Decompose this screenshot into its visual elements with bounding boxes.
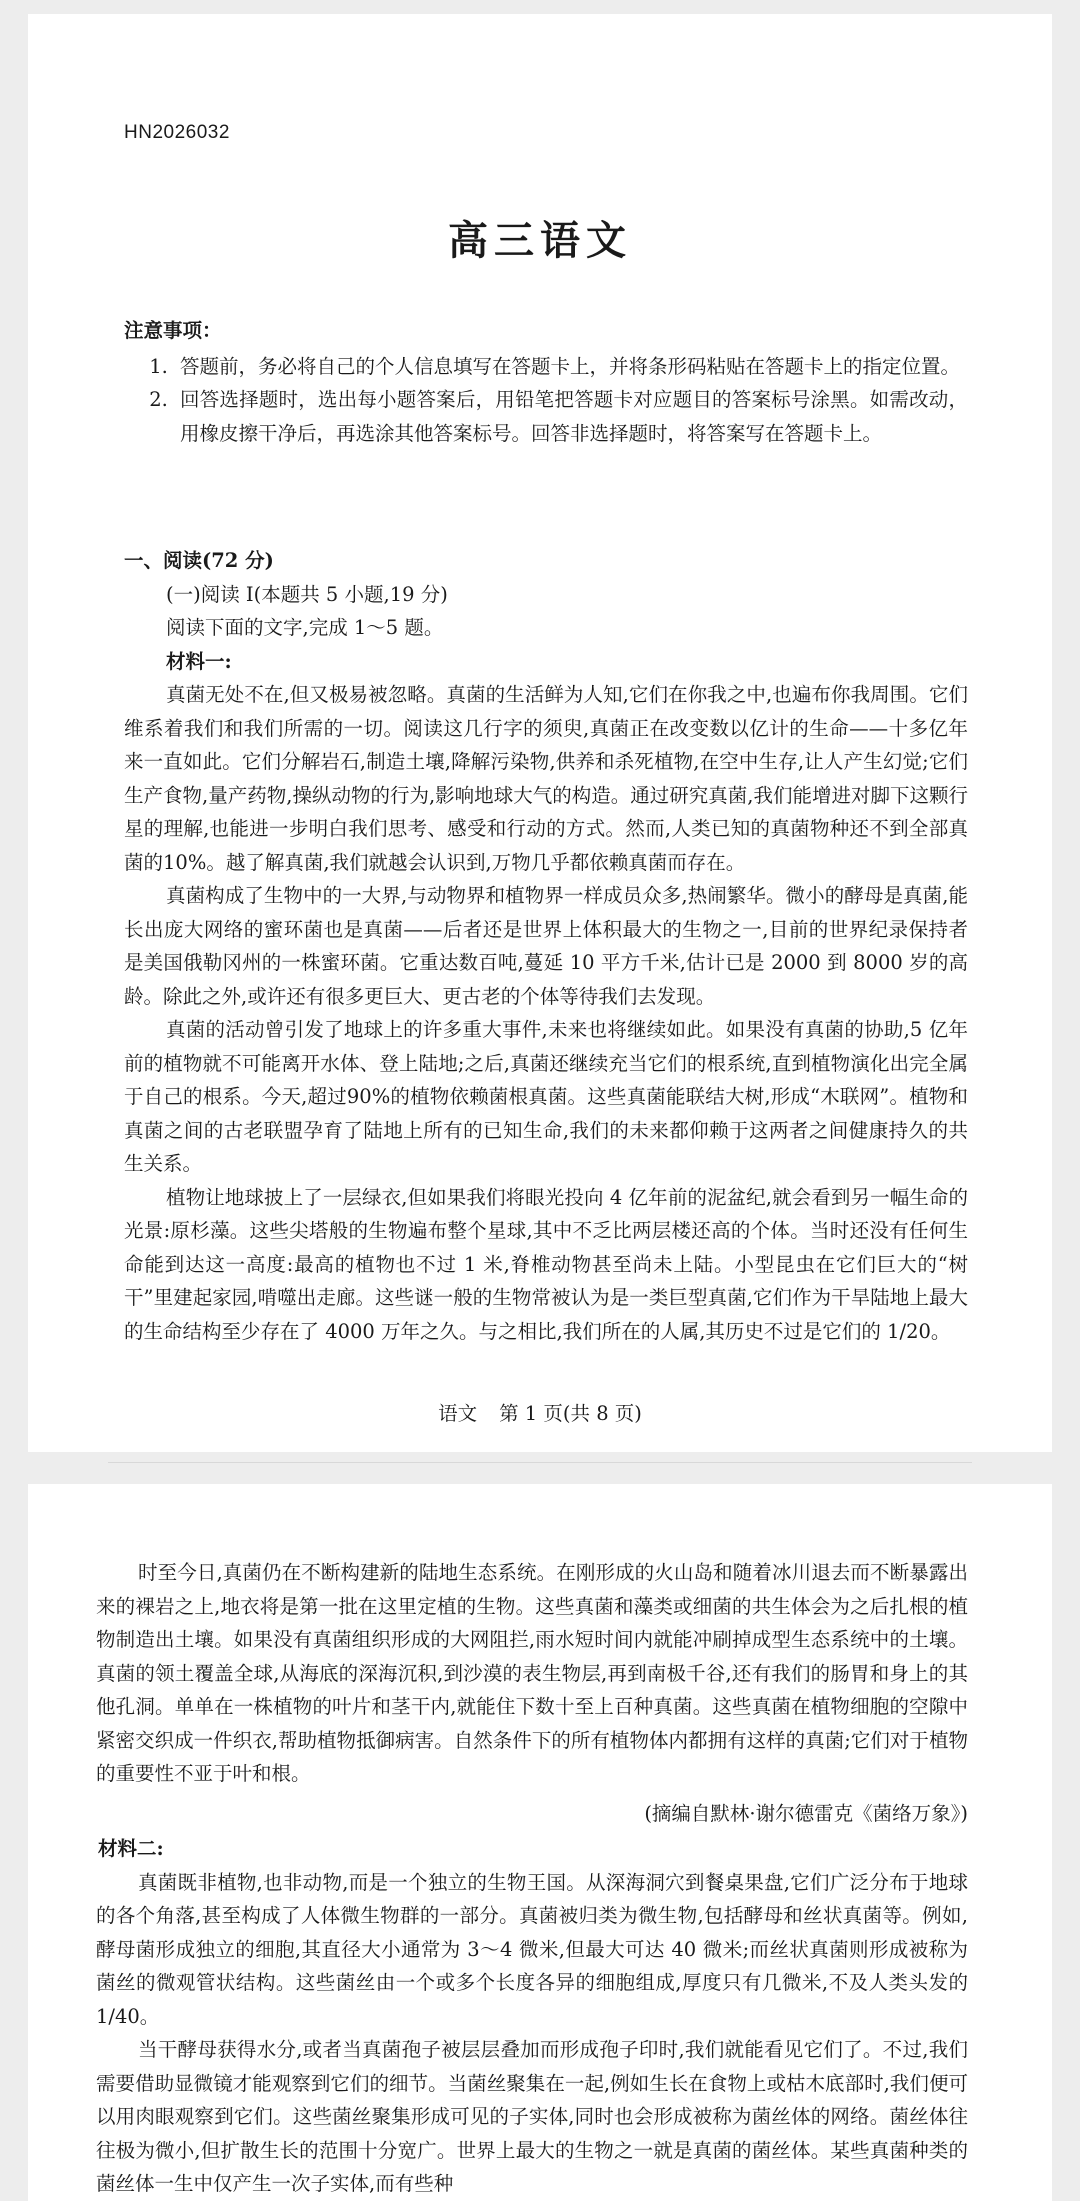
exam-code: HN2026032 xyxy=(124,122,230,143)
section-heading: 一、阅读(72 分) xyxy=(124,549,274,572)
notes-list xyxy=(124,350,968,451)
page-footer xyxy=(28,1398,1052,1426)
page-2-body xyxy=(96,1556,968,2201)
material-two-label: 材料二: xyxy=(98,1837,164,1860)
footer-page-number: 第 1 页(共 8 页) xyxy=(499,1402,642,1425)
page-divider xyxy=(108,1462,972,1463)
exam-page-2 xyxy=(28,1484,1052,2201)
passage-paragraph: 真菌构成了生物中的一大界,与动物界和植物界一样成员众多,热闹繁华。微小的酵母是真菌,能长出庞大网络的蜜环菌也是真菌——后者还是世界上体积最大的生物之一,目前的世界纪录保持者是美国俄勒冈州的一株蜜环菌。它重达数百吨,蔓延 10 平方千米,估计已是 2000 到 8000 岁的高龄。除此之外,或许还有很多更巨大、更古老的个体等待我们去发现。 xyxy=(124,884,968,1008)
notes-label: 注意事项： xyxy=(124,319,222,342)
footer-subject: 语文 xyxy=(438,1402,478,1425)
passage-paragraph: 真菌的活动曾引发了地球上的许多重大事件,未来也将继续如此。如果没有真菌的协助,5 亿年前的植物就不可能离开水体、登上陆地;之后,真菌还继续充当它们的根系统,直到植物演化出完全属于自己的根系。今天,超过90%的植物依赖菌根真菌。这些真菌能联结大树,形成“木联网”。植物和真菌之间的古老联盟孕育了陆地上所有的已知生命,我们的未来都仰赖于这两者之间健康持久的共生关系。 xyxy=(124,1018,968,1175)
source-citation: (摘编自默林·谢尔德雷克《菌络万象》) xyxy=(644,1801,968,1825)
notes-section xyxy=(124,314,968,450)
notes-item: 1. 答题前，务必将自己的个人信息填写在答题卡上，并将条形码粘贴在答题卡上的指定位置。 xyxy=(174,350,968,384)
exam-page-1 xyxy=(28,14,1052,1452)
passage-paragraph: 植物让地球披上了一层绿衣,但如果我们将眼光投向 4 亿年前的泥盆纪,就会看到另一幅生命的光景:原杉藻。这些尖塔般的生物遍布整个星球,其中不乏比两层楼还高的个体。当时还没有任何生命能到达这一高度:最高的植物也不过 1 米,脊椎动物甚至尚未上陆。小型昆虫在它们巨大的“树干”里建起家园,啃噬出走廊。这些谜一般的生物常被认为是一类巨型真菌,它们作为干旱陆地上最大的生命结构至少存在了 4000 万年之久。与之相比,我们所在的人属,其历史不过是它们的 1/20。 xyxy=(124,1185,968,1343)
passage-paragraph: 时至今日,真菌仍在不断构建新的陆地生态系统。在刚形成的火山岛和随着冰川退去而不断暴露出来的裸岩之上,地衣将是第一批在这里定植的生物。这些真菌和藻类或细菌的共生体会为之后扎根的植物制造出土壤。如果没有真菌组织形成的大网阻拦,雨水短时间内就能冲刷掉成型生态系统中的土壤。真菌的领土覆盖全球,从海底的深海沉积,到沙漠的表生物层,再到南极千谷,还有我们的肠胃和身上的其他孔洞。单单在一株植物的叶片和茎干内,就能住下数十至上百种真菌。这些真菌在植物细胞的空隙中紧密交织成一件织衣,帮助植物抵御病害。自然条件下的所有植物体内都拥有这样的真菌;它们对于植物的重要性不亚于叶和根。 xyxy=(96,1561,968,1785)
passage-paragraph: 真菌无处不在,但又极易被忽略。真菌的生活鲜为人知,它们在你我之中,也遍布你我周围。它们维系着我们和我们所需的一切。阅读这几行字的须臾,真菌正在改变数以亿计的生命——十多亿年来一直如此。它们分解岩石,制造土壤,降解污染物,供养和杀死植物,在空中生存,让人产生幻觉;它们生产食物,量产药物,操纵动物的行为,影响地球大气的构造。通过研究真菌,我们能增进对脚下这颗行星的理解,也能进一步明白我们思考、感受和行动的方式。然而,人类已知的真菌物种还不到全部真菌的10%。越了解真菌,我们就越会认识到,万物几乎都依赖真菌而存在。 xyxy=(124,683,968,874)
instruction-text: 阅读下面的文字,完成 1～5 题。 xyxy=(166,616,444,639)
material-one-label: 材料一: xyxy=(166,649,232,673)
notes-item: 2. 回答选择题时，选出每小题答案后，用铅笔把答题卡对应题目的答案标号涂黑。如需改动，用橡皮擦干净后，再选涂其他答案标号。回答非选择题时，将答案写在答题卡上。 xyxy=(174,383,968,450)
page-title: 高三语文 xyxy=(448,218,632,264)
passage-paragraph: 当干酵母获得水分,或者当真菌孢子被层层叠加而形成孢子印时,我们就能看见它们了。不过,我们需要借助显微镜才能观察到它们的细节。当菌丝聚集在一起,例如生长在食物上或枯木底部时,我们便可以用肉眼观察到它们。这些菌丝聚集形成可见的子实体,同时也会形成被称为菌丝体的网络。菌丝体往往极为微小,但扩散生长的范围十分宽广。世界上最大的生物之一就是真菌的菌丝体。某些真菌种类的菌丝体一生中仅产生一次子实体,而有些种 xyxy=(96,2038,968,2195)
reading-section xyxy=(124,544,968,1348)
passage-paragraph: 真菌既非植物,也非动物,而是一个独立的生物王国。从深海洞穴到餐桌果盘,它们广泛分布于地球的各个角落,甚至构成了人体微生物群的一部分。真菌被归类为微生物,包括酵母和丝状真菌等。例如,酵母菌形成独立的细胞,其直径大小通常为 3～4 微米,但最大可达 40 微米;而丝状真菌则形成被称为菌丝的微观管状结构。这些菌丝由一个或多个长度各异的细胞组成,厚度只有几微米,不及人类头发的 1/40。 xyxy=(96,1870,968,2028)
subsection-heading: (一)阅读 I(本题共 5 小题,19 分) xyxy=(166,582,448,606)
